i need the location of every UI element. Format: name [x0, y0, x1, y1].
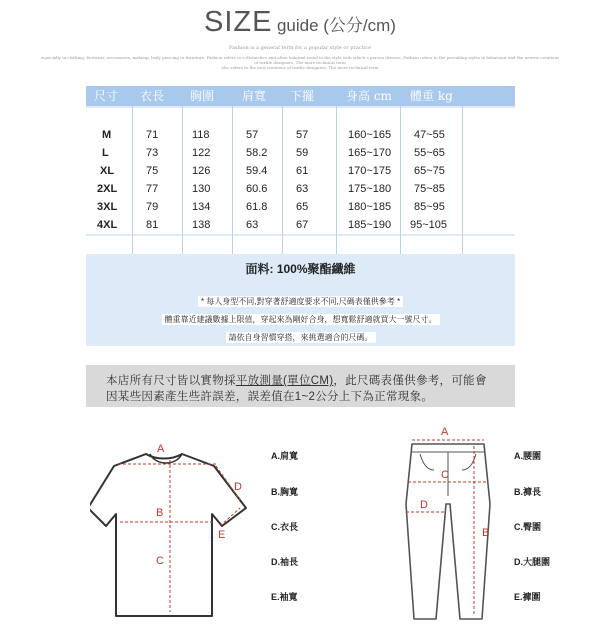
grid-line	[462, 106, 463, 254]
col-header: 肩寬	[242, 89, 267, 103]
grid-line	[336, 106, 337, 254]
marker-a: A	[157, 443, 165, 455]
title-main: SIZE	[204, 6, 273, 38]
pants-legend-a: A.腰圍	[514, 451, 542, 461]
size-table	[86, 86, 515, 346]
marker-c: C	[441, 469, 449, 481]
col-header: 尺寸	[94, 89, 119, 103]
title-sub: guide (公分/cm)	[276, 16, 396, 35]
shirt-legend-c: C.衣長	[271, 522, 299, 532]
table-row: 2XL 77 130 60.6 63 175~180 75~85	[86, 180, 515, 198]
disclaimer-box	[86, 365, 515, 407]
marker-b: B	[156, 507, 164, 519]
blank-row	[86, 108, 515, 126]
shirt-legend-a: A.肩寬	[271, 451, 299, 461]
fine-print-2: especially in clothing, footwear, accessories, makeup, body piercing or furniture. Fashion refers to a distinctive and often habitual trend in the style with which a person dresses. Fashion refers to the prevailing styles in behaviour and the newest creations of textile designers. The more technical term also refers to the new creations of textile designers. The more technical term	[40, 55, 560, 70]
grid-line	[282, 106, 283, 254]
disclaimer-line-1: 本店所有尺寸皆以實物採平放測量(單位CM)，此尺碼表僅供參考，可能會	[106, 375, 487, 387]
shirt-legend-d: D.袖長	[271, 557, 299, 567]
table-row: M 71 118 57 57 160~165 47~55	[86, 126, 515, 144]
pants-legend-d: D.大腿圍	[514, 557, 551, 567]
col-header: 體重 kg	[410, 89, 453, 103]
measure-line-e	[220, 508, 240, 526]
table-row: 3XL 79 134 61.8 65 180~185 85~95	[86, 198, 515, 216]
col-header: 胸圍	[190, 89, 215, 103]
shirt-legend-e: E.袖寬	[271, 592, 298, 602]
col-header: 身高 cm	[346, 89, 392, 103]
note-line: 請依自身習慣穿搭，來挑選適合的尺碼。	[86, 332, 515, 343]
marker-e: E	[218, 529, 226, 541]
note-line: * 每人身型不同,對穿著舒適度要求不同,尺碼表僅供參考 *	[86, 296, 515, 307]
col-header: 下擺	[290, 89, 315, 103]
shirt-legend-b: B.胸寬	[271, 487, 299, 497]
grid-line	[232, 106, 233, 254]
shirt-diagram	[90, 436, 250, 626]
table-row: XL 75 126 59.4 61 170~175 65~75	[86, 162, 515, 180]
table-row: L 73 122 58.2 59 165~170 55~65	[86, 144, 515, 162]
disclaimer-line-2: 因某些因素產生些許誤差，誤差值在1~2公分上下為正常現象。	[106, 391, 434, 403]
grid-line	[400, 106, 401, 254]
grid-line	[182, 106, 183, 254]
marker-d: D	[234, 481, 242, 493]
marker-d: D	[420, 499, 428, 511]
page-title	[0, 6, 600, 39]
table-header	[86, 86, 515, 106]
blank-row	[86, 236, 515, 254]
marker-c: C	[156, 555, 164, 567]
pants-diagram	[400, 424, 500, 624]
fine-print-1: Fashion is a general term for a popular style or practice	[228, 45, 372, 51]
col-header: 衣長	[140, 89, 165, 103]
marker-a: A	[441, 426, 449, 438]
note-line: 體重靠近建議數據上限值，穿起來為剛好合身，想寬鬆舒適就買大一號尺寸。	[86, 314, 515, 325]
pants-legend-e: E.褲圍	[514, 592, 541, 602]
fabric-label: 面料: 100%聚酯纖維	[245, 262, 356, 276]
pants-legend-b: B.褲長	[514, 487, 542, 497]
marker-b: B	[482, 527, 490, 539]
grid-line	[132, 106, 133, 254]
table-row: 4XL 81 138 63 67 185~190 95~105	[86, 216, 515, 234]
pants-legend-c: C.臀圍	[514, 522, 542, 532]
